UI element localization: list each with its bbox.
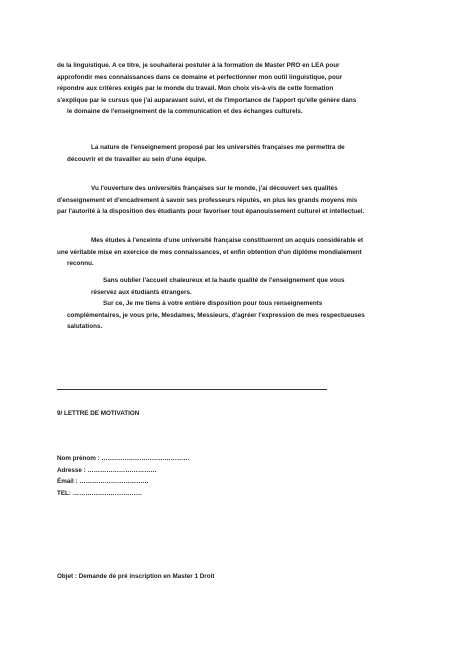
text-line: salutations. bbox=[67, 323, 103, 331]
tel-field: TEL: …………………………… bbox=[57, 490, 143, 498]
text-line: Sans oublier l'accueil chaleureux et la haute qualité de l'enseignement que vous bbox=[103, 277, 345, 284]
text-line: par l'autorité à la disposition des étudiants pour favoriser tout épanouissement culturel et intellectuel. bbox=[57, 208, 365, 216]
address-field: Adresse : …………………………… bbox=[57, 466, 157, 474]
text-line: reconnu. bbox=[67, 260, 94, 268]
text-line: complémentaires, je vous prie, Mesdames, Messieurs, d'agréer l'expression de mes respectueuses bbox=[67, 311, 365, 319]
text-line: Vu l'ouverture des universités françaises sur le monde, j'ai découvert ses qualités bbox=[91, 185, 338, 192]
text-line: La nature de l'enseignement proposé par les universités françaises me permettra de bbox=[91, 144, 345, 151]
text-line: s'explique par le cursus que j'ai auparavant suivi, et de l'importance de l'apport qu'elle génère dans bbox=[57, 96, 357, 104]
text-line: réservez aux étudiants étrangers. bbox=[91, 288, 192, 296]
section-title: 9/ LETTRE DE MOTIVATION bbox=[57, 410, 140, 417]
paragraph-teaching-nature bbox=[57, 142, 422, 165]
text-line: découvrir et de travailler au sein d'une équipe. bbox=[67, 155, 207, 163]
paragraph-university-openness bbox=[57, 183, 422, 218]
email-field: Émail : …………………………… bbox=[57, 478, 149, 486]
paragraph-closing bbox=[57, 298, 422, 333]
paragraph-studies-value bbox=[57, 235, 422, 270]
text-line: Mes études à l'enceinte d'une université française constitueront un acquis considérable et bbox=[91, 237, 364, 244]
text-line: de la linguistique. A ce titre, je souhaiterai postuler à la formation de Master PRO en LEA pour bbox=[57, 62, 340, 69]
text-line: Sur ce, Je me tiens à votre entière disposition pour tous renseignements bbox=[103, 300, 323, 307]
text-line: répondre aux critères exigés par le monde du travail. Mon choix vis-à-vis de cette formation bbox=[57, 85, 334, 93]
horizontal-divider bbox=[57, 389, 327, 390]
paragraph-motivation-intro bbox=[57, 60, 422, 118]
text-line: le domaine de l'enseignement de la communication et des échanges culturels. bbox=[67, 108, 303, 116]
text-line: une véritable mise en exercice de mes connaissances, et enfin obtention d'un diplôme mondialement bbox=[57, 248, 362, 256]
paragraph-welcome bbox=[57, 275, 422, 298]
letter-subject: Objet : Demande de pré inscription en Master 1 Droit bbox=[57, 573, 215, 580]
text-line: d'enseignement et d'encadrement à savoir ses professeurs réputés, en plus les grands moyens mis bbox=[57, 196, 358, 204]
contact-fields bbox=[57, 453, 190, 500]
name-field: Nom prénom : …………………………………… bbox=[57, 455, 190, 462]
text-line: approfondir mes connaissances dans ce domaine et perfectionner mon outil linguistique, pour bbox=[57, 73, 343, 81]
